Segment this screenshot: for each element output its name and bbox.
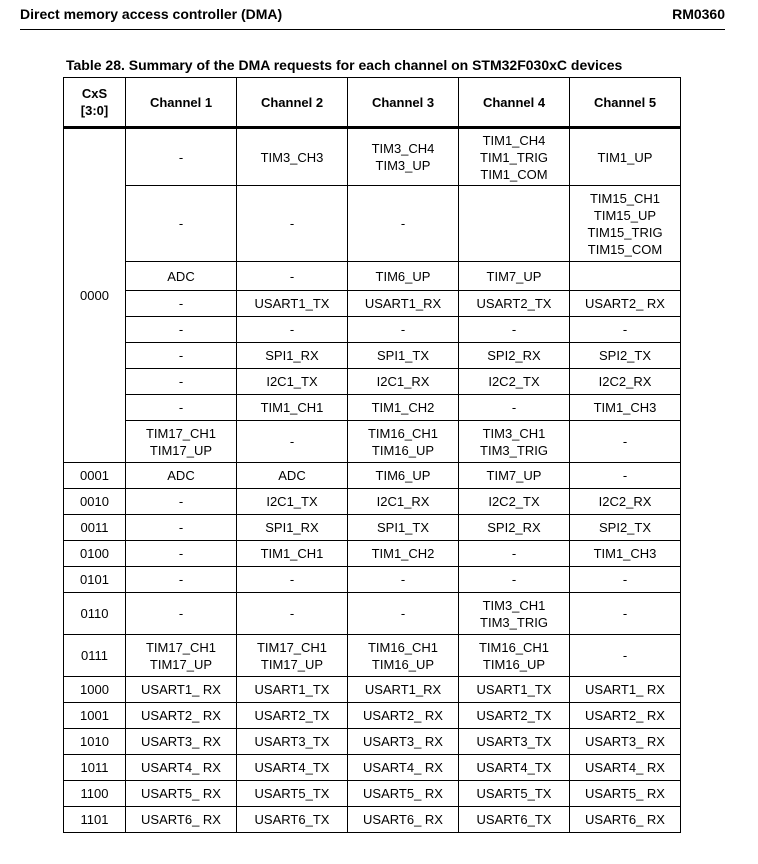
request-cell: USART6_TX bbox=[459, 807, 570, 833]
cxs-cell: 1010 bbox=[64, 729, 126, 755]
request-cell: - bbox=[459, 541, 570, 567]
request-cell: USART2_TX bbox=[459, 703, 570, 729]
request-cell: TIM1_CH4 TIM1_TRIG TIM1_COM bbox=[459, 128, 570, 186]
column-header-channel-5: Channel 5 bbox=[570, 78, 681, 128]
request-cell: TIM3_CH1 TIM3_TRIG bbox=[459, 593, 570, 635]
request-cell: - bbox=[126, 128, 237, 186]
cxs-cell: 0000 bbox=[64, 128, 126, 463]
document-id: RM0360 bbox=[672, 6, 725, 22]
request-cell: TIM17_CH1 TIM17_UP bbox=[126, 635, 237, 677]
table-caption: Table 28. Summary of the DMA requests for each channel on STM32F030xC devices bbox=[66, 57, 623, 73]
cxs-cell: 1101 bbox=[64, 807, 126, 833]
request-cell: TIM7_UP bbox=[459, 262, 570, 291]
request-cell: USART3_ RX bbox=[570, 729, 681, 755]
request-cell: - bbox=[348, 593, 459, 635]
request-cell: - bbox=[237, 186, 348, 262]
request-cell: USART1_RX bbox=[348, 677, 459, 703]
table-row bbox=[64, 395, 681, 421]
request-cell: TIM1_CH1 bbox=[237, 541, 348, 567]
request-cell: TIM17_CH1 TIM17_UP bbox=[126, 421, 237, 463]
request-cell: - bbox=[126, 291, 237, 317]
request-cell: USART5_TX bbox=[237, 781, 348, 807]
section-title: Direct memory access controller (DMA) bbox=[20, 6, 283, 22]
request-cell: SPI2_RX bbox=[459, 343, 570, 369]
request-cell: - bbox=[570, 567, 681, 593]
request-cell: TIM15_CH1 TIM15_UP TIM15_TRIG TIM15_COM bbox=[570, 186, 681, 262]
request-cell: SPI1_RX bbox=[237, 343, 348, 369]
cxs-cell: 1100 bbox=[64, 781, 126, 807]
cxs-cell: 1000 bbox=[64, 677, 126, 703]
table-row bbox=[64, 369, 681, 395]
request-cell: - bbox=[570, 421, 681, 463]
request-cell: TIM1_CH1 bbox=[237, 395, 348, 421]
request-cell: - bbox=[126, 515, 237, 541]
request-cell: TIM6_UP bbox=[348, 262, 459, 291]
request-cell: USART2_TX bbox=[459, 291, 570, 317]
table-header-row bbox=[64, 78, 681, 128]
column-header-channel-3: Channel 3 bbox=[348, 78, 459, 128]
request-cell: I2C2_RX bbox=[570, 369, 681, 395]
table-row bbox=[64, 128, 681, 186]
column-header-channel-1: Channel 1 bbox=[126, 78, 237, 128]
table-row bbox=[64, 515, 681, 541]
request-cell: USART1_ RX bbox=[126, 677, 237, 703]
table-row bbox=[64, 541, 681, 567]
cxs-cell: 0111 bbox=[64, 635, 126, 677]
request-cell: USART4_ RX bbox=[126, 755, 237, 781]
cxs-cell: 0001 bbox=[64, 463, 126, 489]
request-cell: SPI1_RX bbox=[237, 515, 348, 541]
request-cell: SPI1_TX bbox=[348, 343, 459, 369]
request-cell: - bbox=[570, 593, 681, 635]
request-cell: - bbox=[126, 369, 237, 395]
table-row bbox=[64, 463, 681, 489]
request-cell: USART4_TX bbox=[459, 755, 570, 781]
cxs-cell: 0110 bbox=[64, 593, 126, 635]
request-cell: TIM16_CH1 TIM16_UP bbox=[459, 635, 570, 677]
request-cell: USART6_TX bbox=[237, 807, 348, 833]
request-cell: - bbox=[126, 593, 237, 635]
column-header-channel-4: Channel 4 bbox=[459, 78, 570, 128]
table-row bbox=[64, 291, 681, 317]
request-cell: I2C1_RX bbox=[348, 369, 459, 395]
page-header bbox=[20, 6, 725, 30]
request-cell: - bbox=[126, 343, 237, 369]
cxs-cell: 0011 bbox=[64, 515, 126, 541]
request-cell: USART2_ RX bbox=[570, 703, 681, 729]
request-cell: USART2_ RX bbox=[348, 703, 459, 729]
table-row bbox=[64, 343, 681, 369]
request-cell: ADC bbox=[126, 463, 237, 489]
cxs-cell: 1011 bbox=[64, 755, 126, 781]
table-row bbox=[64, 186, 681, 262]
table-row bbox=[64, 703, 681, 729]
request-cell: - bbox=[237, 421, 348, 463]
request-cell: - bbox=[459, 317, 570, 343]
request-cell: - bbox=[237, 317, 348, 343]
column-header-cxs: CxS [3:0] bbox=[64, 78, 126, 128]
table-row bbox=[64, 729, 681, 755]
request-cell: - bbox=[348, 186, 459, 262]
request-cell: - bbox=[126, 541, 237, 567]
request-cell: TIM3_CH4 TIM3_UP bbox=[348, 128, 459, 186]
request-cell: - bbox=[459, 395, 570, 421]
table-row bbox=[64, 755, 681, 781]
request-cell: SPI1_TX bbox=[348, 515, 459, 541]
request-cell bbox=[570, 262, 681, 291]
table-row bbox=[64, 593, 681, 635]
request-cell: TIM1_CH2 bbox=[348, 541, 459, 567]
request-cell bbox=[459, 186, 570, 262]
request-cell: USART5_ RX bbox=[570, 781, 681, 807]
request-cell: TIM16_CH1 TIM16_UP bbox=[348, 421, 459, 463]
request-cell: - bbox=[237, 262, 348, 291]
request-cell: - bbox=[126, 395, 237, 421]
request-cell: I2C1_TX bbox=[237, 369, 348, 395]
request-cell: SPI2_TX bbox=[570, 515, 681, 541]
request-cell: TIM1_CH2 bbox=[348, 395, 459, 421]
request-cell: - bbox=[126, 317, 237, 343]
request-cell: USART6_ RX bbox=[348, 807, 459, 833]
request-cell: TIM1_UP bbox=[570, 128, 681, 186]
request-cell: SPI2_RX bbox=[459, 515, 570, 541]
request-cell: USART1_TX bbox=[237, 291, 348, 317]
request-cell: TIM16_CH1 TIM16_UP bbox=[348, 635, 459, 677]
request-cell: TIM6_UP bbox=[348, 463, 459, 489]
request-cell: USART1_TX bbox=[237, 677, 348, 703]
request-cell: - bbox=[348, 567, 459, 593]
request-cell: I2C1_TX bbox=[237, 489, 348, 515]
request-cell: USART3_TX bbox=[459, 729, 570, 755]
request-cell: - bbox=[126, 186, 237, 262]
request-cell: USART6_ RX bbox=[570, 807, 681, 833]
table-row bbox=[64, 807, 681, 833]
request-cell: I2C1_RX bbox=[348, 489, 459, 515]
request-cell: TIM17_CH1 TIM17_UP bbox=[237, 635, 348, 677]
cxs-cell: 0100 bbox=[64, 541, 126, 567]
request-cell: USART2_TX bbox=[237, 703, 348, 729]
request-cell: TIM3_CH1 TIM3_TRIG bbox=[459, 421, 570, 463]
request-cell: USART2_ RX bbox=[126, 703, 237, 729]
request-cell: USART3_TX bbox=[237, 729, 348, 755]
request-cell: - bbox=[459, 567, 570, 593]
request-cell: USART3_ RX bbox=[126, 729, 237, 755]
table-row bbox=[64, 677, 681, 703]
request-cell: USART4_ RX bbox=[570, 755, 681, 781]
request-cell: USART1_ RX bbox=[570, 677, 681, 703]
request-cell: TIM1_CH3 bbox=[570, 541, 681, 567]
request-cell: I2C2_TX bbox=[459, 369, 570, 395]
request-cell: - bbox=[237, 567, 348, 593]
table-row bbox=[64, 567, 681, 593]
dma-requests-table bbox=[63, 77, 681, 833]
request-cell: - bbox=[237, 593, 348, 635]
table-row bbox=[64, 489, 681, 515]
request-cell: USART2_ RX bbox=[570, 291, 681, 317]
request-cell: USART1_TX bbox=[459, 677, 570, 703]
request-cell: TIM3_CH3 bbox=[237, 128, 348, 186]
request-cell: USART1_RX bbox=[348, 291, 459, 317]
cxs-cell: 1001 bbox=[64, 703, 126, 729]
request-cell: USART5_ RX bbox=[126, 781, 237, 807]
request-cell: USART4_ RX bbox=[348, 755, 459, 781]
request-cell: - bbox=[570, 463, 681, 489]
request-cell: I2C2_TX bbox=[459, 489, 570, 515]
request-cell: TIM1_CH3 bbox=[570, 395, 681, 421]
table-row bbox=[64, 781, 681, 807]
cxs-cell: 0101 bbox=[64, 567, 126, 593]
request-cell: USART6_ RX bbox=[126, 807, 237, 833]
request-cell: - bbox=[348, 317, 459, 343]
table-row bbox=[64, 635, 681, 677]
table-row bbox=[64, 421, 681, 463]
request-cell: ADC bbox=[126, 262, 237, 291]
table-row bbox=[64, 317, 681, 343]
request-cell: USART3_ RX bbox=[348, 729, 459, 755]
column-header-channel-2: Channel 2 bbox=[237, 78, 348, 128]
request-cell: - bbox=[570, 317, 681, 343]
request-cell: SPI2_TX bbox=[570, 343, 681, 369]
request-cell: - bbox=[570, 635, 681, 677]
request-cell: I2C2_RX bbox=[570, 489, 681, 515]
table-row bbox=[64, 262, 681, 291]
request-cell: TIM7_UP bbox=[459, 463, 570, 489]
request-cell: USART5_ RX bbox=[348, 781, 459, 807]
request-cell: - bbox=[126, 489, 237, 515]
table-body bbox=[64, 128, 681, 833]
cxs-cell: 0010 bbox=[64, 489, 126, 515]
request-cell: USART4_TX bbox=[237, 755, 348, 781]
request-cell: USART5_TX bbox=[459, 781, 570, 807]
request-cell: ADC bbox=[237, 463, 348, 489]
request-cell: - bbox=[126, 567, 237, 593]
